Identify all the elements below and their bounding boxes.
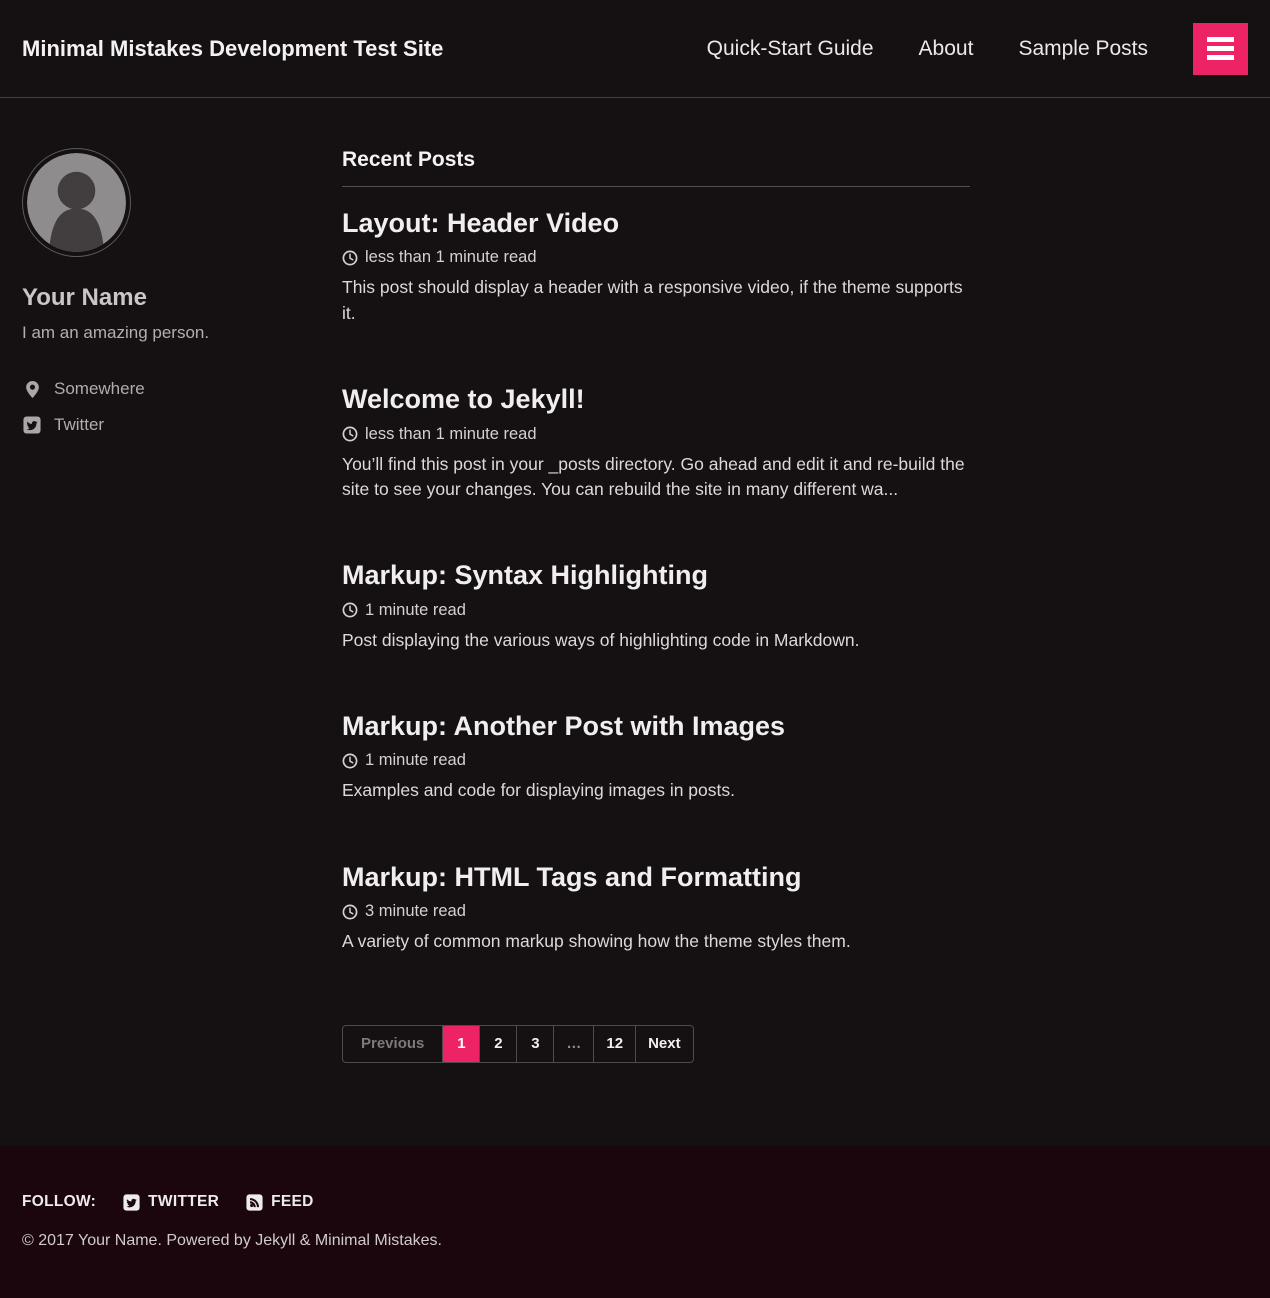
author-sidebar — [22, 148, 322, 451]
author-name: Your Name — [22, 284, 147, 311]
page-body — [0, 98, 1270, 1146]
copyright-text: © 2017 Your Name. Powered by Jekyll & Minimal Mistakes. — [22, 1232, 442, 1249]
masthead — [0, 0, 1270, 98]
nav-link-sample-posts[interactable]: Sample Posts — [1018, 36, 1148, 60]
page-title: Recent Posts — [342, 148, 970, 187]
pagination — [342, 1025, 970, 1063]
post-excerpt: You’ll find this post in your _posts directory. Go ahead and edit it and re-build the site to see your changes. You can rebuild the site in many different wa... — [342, 453, 965, 499]
author-link-label: Twitter — [54, 415, 105, 434]
location-pin-icon — [22, 381, 42, 398]
clock-icon — [342, 426, 358, 442]
post-excerpt: Post displaying the various ways of highlighting code in Markdown. — [342, 629, 860, 650]
footer-link-label: TWITTER — [148, 1193, 220, 1210]
post-title-link[interactable]: Welcome to Jekyll! — [342, 384, 585, 415]
read-time-text: 3 minute read — [365, 902, 466, 921]
post-read-time — [342, 601, 970, 620]
pagination-page-12[interactable]: 12 — [593, 1026, 635, 1062]
post-item — [342, 383, 970, 502]
nav-link-quick-start-guide[interactable]: Quick-Start Guide — [706, 36, 874, 60]
twitter-icon — [123, 1194, 140, 1211]
pagination-ellipsis: … — [553, 1026, 593, 1062]
masthead-nav — [707, 23, 1248, 75]
read-time-text: less than 1 minute read — [365, 424, 537, 443]
clock-icon — [342, 904, 358, 920]
author-links — [22, 379, 322, 435]
avatar — [22, 148, 131, 257]
author-link-twitter[interactable] — [22, 415, 322, 435]
post-item — [342, 710, 970, 804]
footer-link-feed[interactable] — [246, 1193, 314, 1211]
hamburger-icon — [1207, 46, 1234, 51]
clock-icon — [342, 250, 358, 266]
post-read-time — [342, 902, 970, 921]
footer-link-twitter[interactable] — [123, 1193, 219, 1211]
post-read-time — [342, 248, 970, 267]
author-link-label: Somewhere — [54, 379, 145, 398]
post-excerpt: This post should display a header with a responsive video, if the theme supports it. — [342, 277, 963, 323]
post-excerpt: A variety of common markup showing how the theme styles them. — [342, 931, 851, 952]
author-link-location[interactable] — [22, 379, 322, 399]
pagination-page-3[interactable]: 3 — [516, 1026, 553, 1062]
post-item — [342, 559, 970, 653]
pagination-page-2[interactable]: 2 — [479, 1026, 516, 1062]
avatar-silhouette-image — [27, 153, 126, 252]
post-excerpt: Examples and code for displaying images in posts. — [342, 780, 735, 801]
footer-link-label: FEED — [271, 1193, 314, 1210]
author-bio: I am an amazing person. — [22, 323, 210, 342]
feed-icon — [246, 1194, 263, 1211]
follow-label: FOLLOW: — [22, 1193, 97, 1210]
read-time-text: 1 minute read — [365, 751, 466, 770]
post-list — [342, 207, 970, 955]
nav-link-about[interactable]: About — [918, 36, 974, 60]
post-title-link[interactable]: Markup: HTML Tags and Formatting — [342, 861, 802, 892]
twitter-icon — [22, 416, 42, 434]
hamburger-icon — [1207, 55, 1234, 60]
page-footer — [0, 1146, 1270, 1298]
site-title[interactable]: Minimal Mistakes Development Test Site — [22, 35, 444, 61]
pagination-page-1[interactable]: 1 — [442, 1026, 479, 1062]
post-read-time — [342, 751, 970, 770]
pagination-next-button[interactable]: Next — [635, 1026, 693, 1062]
read-time-text: less than 1 minute read — [365, 248, 537, 267]
pagination-previous-button[interactable]: Previous — [361, 1035, 425, 1053]
main-content — [342, 148, 970, 1063]
clock-icon — [342, 602, 358, 618]
post-read-time — [342, 425, 970, 444]
post-item — [342, 861, 970, 955]
footer-follow-row — [22, 1193, 1248, 1211]
post-title-link[interactable]: Markup: Another Post with Images — [342, 711, 786, 742]
read-time-text: 1 minute read — [365, 600, 466, 619]
post-title-link[interactable]: Layout: Header Video — [342, 208, 620, 238]
clock-icon — [342, 753, 358, 769]
post-item — [342, 207, 970, 326]
post-title-link[interactable]: Markup: Syntax Highlighting — [342, 560, 709, 591]
hamburger-icon — [1207, 37, 1234, 42]
hamburger-menu-button[interactable] — [1193, 23, 1248, 75]
